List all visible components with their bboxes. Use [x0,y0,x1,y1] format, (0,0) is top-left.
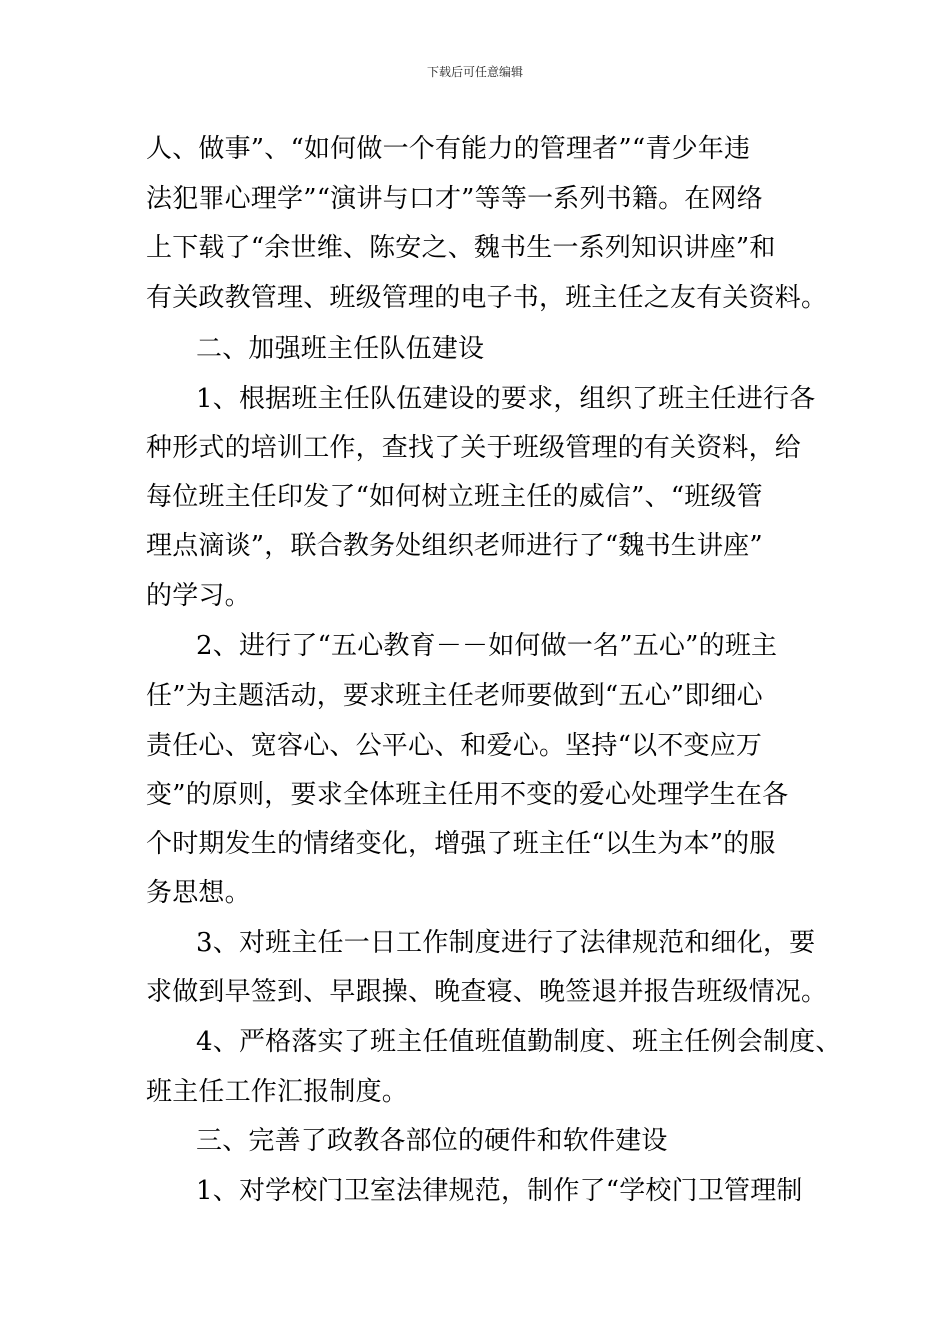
text-line: 法犯罪心理学”“演讲与口才”等等一系列书籍。在网络 [146,184,763,214]
text-line: 务思想。 [146,878,251,908]
page-header: 下载后可任意编辑 [426,65,523,79]
text-line: 的学习。 [146,581,251,611]
text-line: 有关政教管理、班级管理的电子书，班主任之友有关资料。 [146,283,828,313]
text-line: 任”为主题活动，要求班主任老师要做到“五心”即细心 [146,681,763,711]
text-line: 班主任工作汇报制度。 [146,1077,409,1107]
section-heading: 二、加强班主任队伍建设 [196,334,485,364]
text-line: 2、进行了“五心教育－－如何做一名”五心”的班主 [196,631,778,661]
text-line: 个时期发生的情绪变化，增强了班主任“以生为本”的服 [146,829,776,859]
text-line: 上下载了“余世维、陈安之、魏书生一系列知识讲座”和 [146,233,776,263]
text-line: 理点滴谈”，联合教务处组织老师进行了“魏书生讲座” [146,531,763,561]
text-line: 求做到早签到、早跟操、晚查寝、晚签退并报告班级情况。 [146,977,828,1007]
text-line: 变”的原则，要求全体班主任用不变的爱心处理学生在各 [146,780,789,810]
text-line: 每位班主任印发了“如何树立班主任的威信”、“班级管 [146,482,763,512]
text-line: 3、对班主任一日工作制度进行了法律规范和细化，要 [196,928,816,958]
section-heading: 三、完善了政教各部位的硬件和软件建设 [196,1126,668,1156]
text-line: 责任心、宽容心、公平心、和爱心。坚持“以不变应万 [146,731,763,761]
text-line: 种形式的培训工作，查找了关于班级管理的有关资料，给 [146,433,802,463]
text-line: 4、严格落实了班主任值班值勤制度、班主任例会制度、 [196,1027,842,1057]
text-line: 1、对学校门卫室法律规范，制作了“学校门卫管理制 [196,1176,803,1206]
text-line: 1、根据班主任队伍建设的要求，组织了班主任进行各 [196,384,816,414]
text-line: 人、做事”、“如何做一个有能力的管理者”“青少年违 [146,134,751,164]
